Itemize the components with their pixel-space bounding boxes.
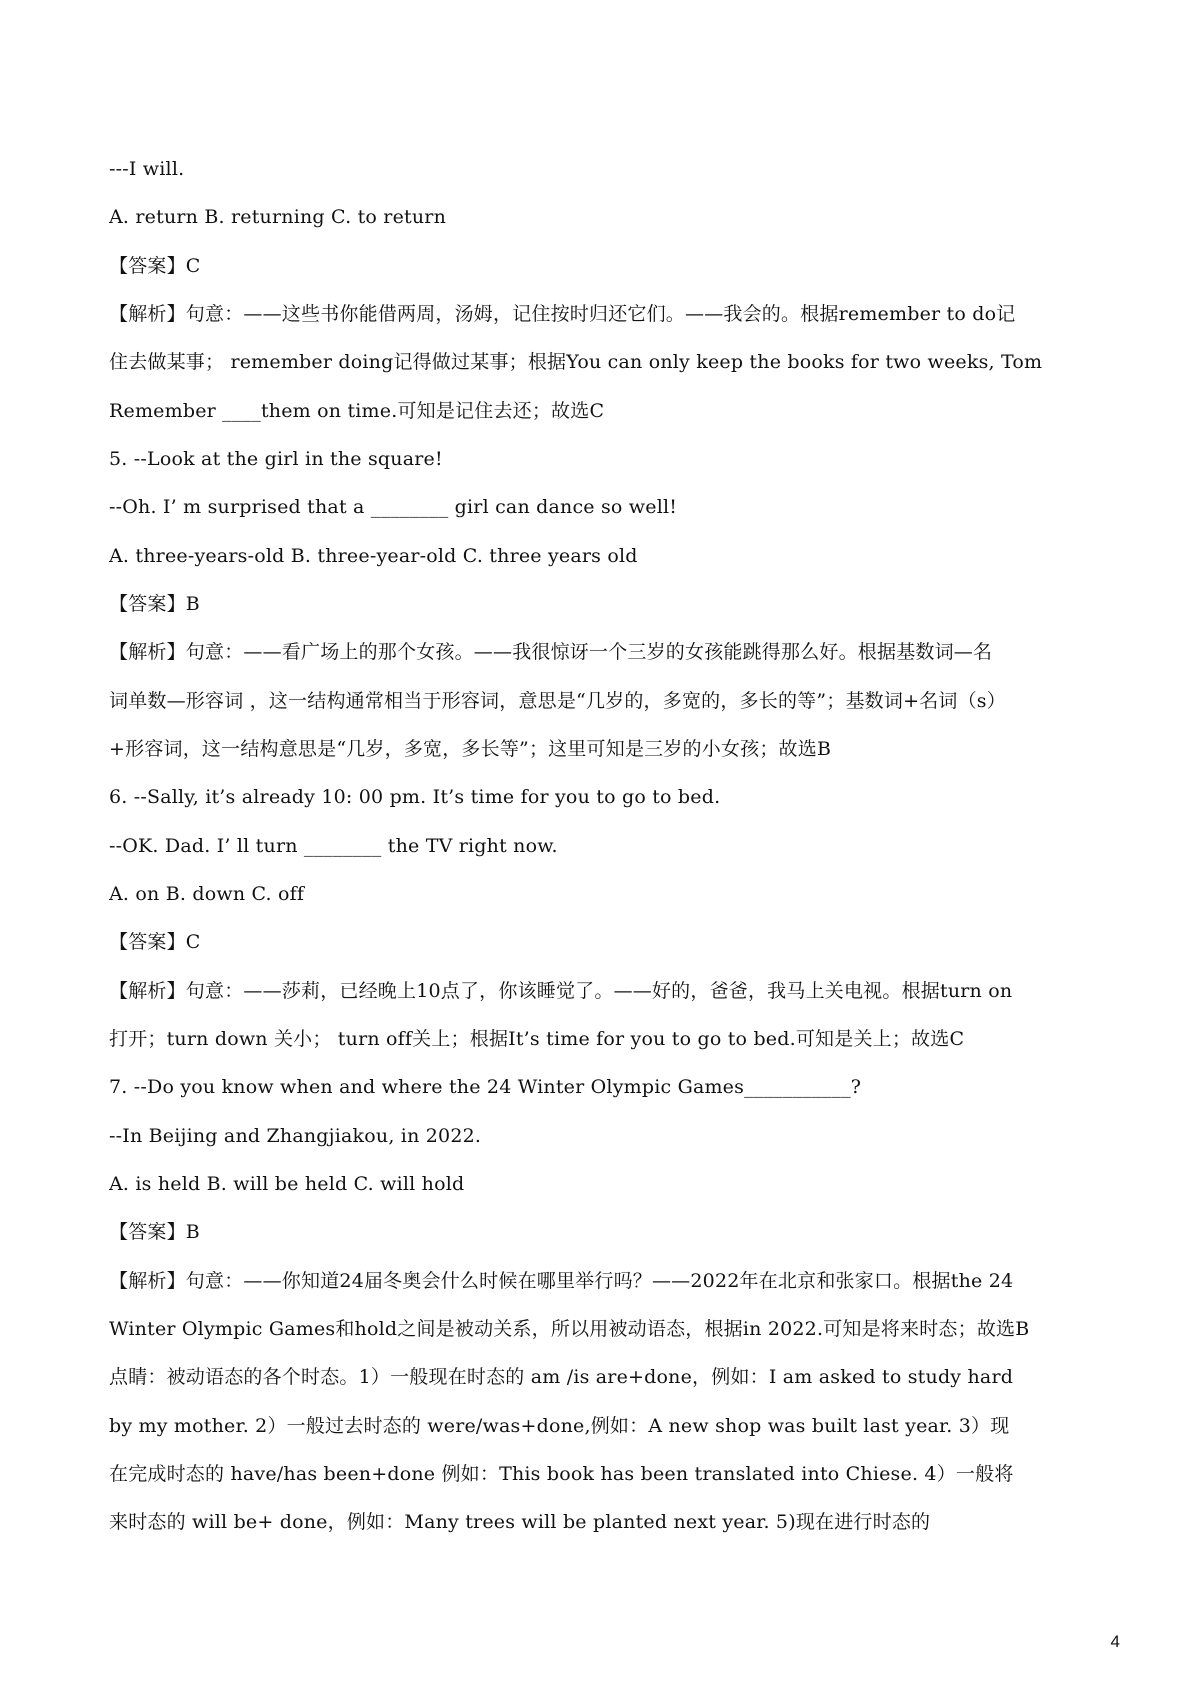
tip-line: 在完成时态的 have/has been+done 例如：This book has been translated into Chiese. 4）一般将 [109,1463,1014,1485]
answer-line: 【答案】C [109,255,201,277]
analysis-line: 打开；turn down 关小； turn off关上；根据It’s time for you to go to bed.可知是关上；故选C [109,1028,965,1050]
question-line: 7. --Do you know when and where the 24 Winter Olympic Games___________? [109,1076,862,1098]
answer-line: 【答案】B [109,1221,200,1243]
analysis-line: 词单数—形容词 ，这一结构通常相当于形容词，意思是“几岁的，多宽的，多长的等”；基数词+名词（s） [109,690,1006,712]
options-line: A. is held B. will be held C. will hold [109,1173,465,1195]
options-line: A. three-years-old B. three-year-old C. three years old [109,545,638,567]
analysis-line: Remember ____them on time.可知是记住去还；故选C [109,400,605,422]
question-line: --In Beijing and Zhangjiakou, in 2022. [109,1125,482,1147]
question-line: 6. --Sally, it’s already 10: 00 pm. It’s time for you to go to bed. [109,786,721,808]
analysis-line: 【解析】句意：——你知道24届冬奥会什么时候在哪里举行吗？——2022年在北京和张家口。根据the 24 [109,1270,1014,1292]
analysis-line: 【解析】句意：——看广场上的那个女孩。——我很惊讶一个三岁的女孩能跳得那么好。根据基数词—名 [109,641,993,663]
question-line: --Oh. I’ m surprised that a ________ girl can dance so well! [109,496,678,518]
analysis-line: 住去做某事； remember doing记得做过某事；根据You can only keep the books for two weeks, Tom [109,351,1043,373]
answer-line: 【答案】C [109,931,201,953]
answer-line: 【答案】B [109,593,200,615]
analysis-line: Winter Olympic Games和hold之间是被动关系，所以用被动语态，根据in 2022.可知是将来时态；故选B [109,1318,1030,1340]
tip-line: 点睛：被动语态的各个时态。1）一般现在时态的 am /is are+done，例如：I am asked to study hard [109,1366,1014,1388]
analysis-line: 【解析】句意：——这些书你能借两周，汤姆，记住按时归还它们。——我会的。根据remember to do记 [109,303,1016,325]
tip-line: by my mother. 2）一般过去时态的 were/was+done,例如：A new shop was built last year. 3）现 [109,1415,1010,1437]
options-line: A. on B. down C. off [109,883,305,905]
text-line: ---I will. [109,158,185,180]
question-line: 5. --Look at the girl in the square! [109,448,443,470]
page-number: 4 [1110,1632,1120,1651]
analysis-line: +形容词，这一结构意思是“几岁，多宽，多长等”；这里可知是三岁的小女孩；故选B [109,738,832,760]
options-line: A. return B. returning C. to return [109,206,447,228]
analysis-line: 【解析】句意：——莎莉，已经晚上10点了，你该睡觉了。——好的，爸爸，我马上关电视。根据turn on [109,980,1013,1002]
tip-line: 来时态的 will be+ done，例如：Many trees will be planted next year. 5)现在进行时态的 [109,1511,931,1533]
question-line: --OK. Dad. I’ ll turn ________ the TV right now. [109,835,558,857]
